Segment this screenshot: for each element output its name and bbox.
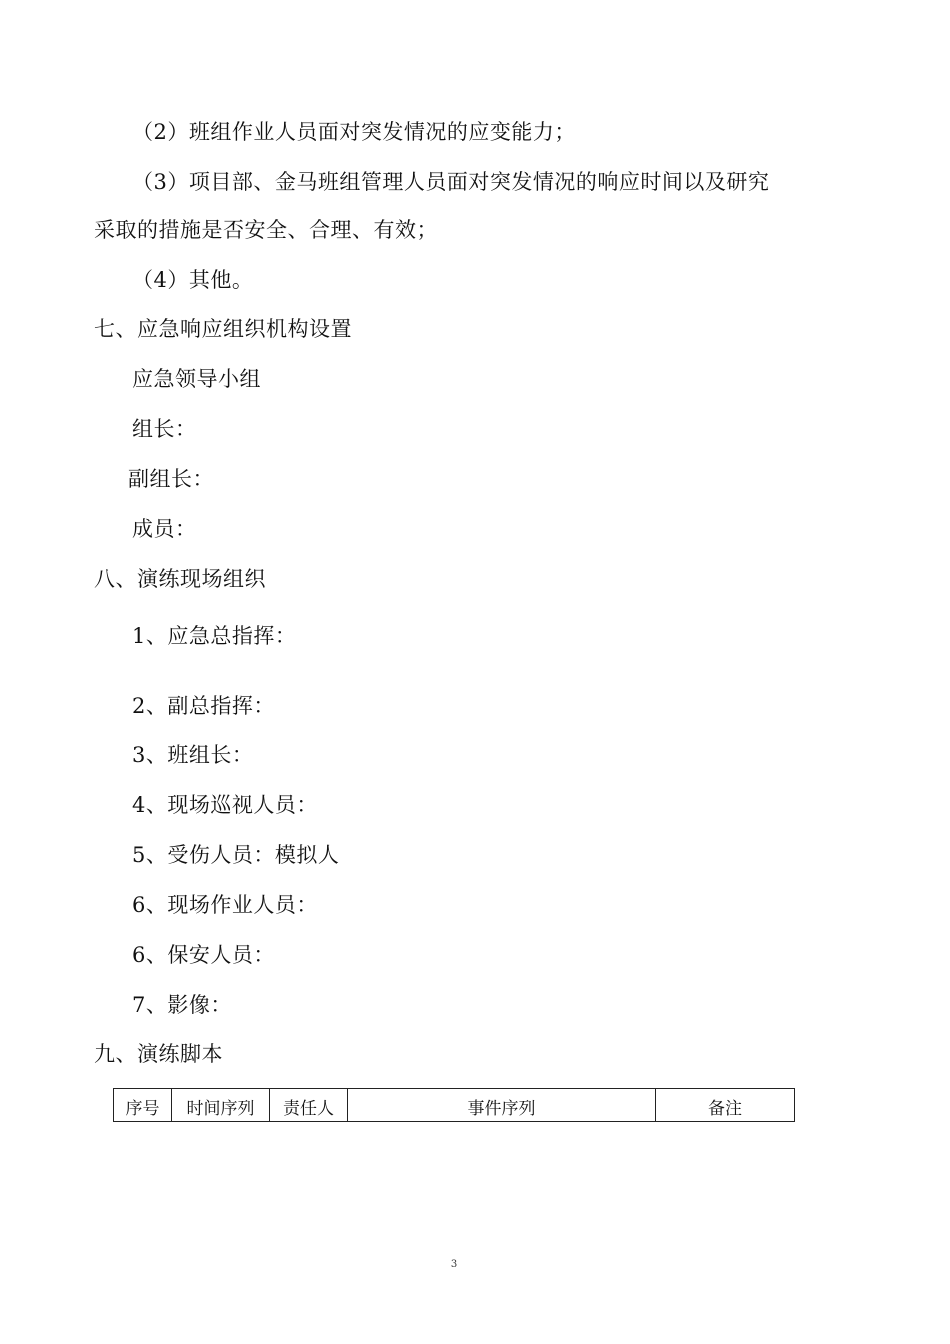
list-item-3-line1: （3）项目部、金马班组管理人员面对突发情况的响应时间以及研究 <box>132 170 770 194</box>
header-remarks: 备注 <box>656 1089 795 1122</box>
role-deputy-commander: 2、副总指挥： <box>132 694 275 718</box>
section-7-heading: 七、应急响应组织机构设置 <box>94 317 352 341</box>
list-item-2: （2）班组作业人员面对突发情况的应变能力； <box>132 120 576 144</box>
header-time-sequence: 时间序列 <box>172 1089 270 1122</box>
drill-script-table <box>113 1088 795 1122</box>
role-injured: 5、受伤人员：模拟人 <box>132 843 340 867</box>
role-security: 6、保安人员： <box>132 943 275 967</box>
table-header-row <box>114 1089 795 1122</box>
role-video: 7、影像： <box>132 993 232 1017</box>
page-number: 3 <box>450 1259 458 1270</box>
leadership-group-label: 应急领导小组 <box>132 367 261 391</box>
header-responsible: 责任人 <box>270 1089 348 1122</box>
section-9-heading: 九、演练脚本 <box>94 1042 223 1066</box>
deputy-leader-label: 副组长： <box>128 467 214 491</box>
header-event-sequence: 事件序列 <box>348 1089 656 1122</box>
list-item-4: （4）其他。 <box>132 268 254 292</box>
section-8-heading: 八、演练现场组织 <box>94 567 266 591</box>
role-commander: 1、应急总指挥： <box>132 624 297 648</box>
role-workers: 6、现场作业人员： <box>132 893 318 917</box>
header-serial: 序号 <box>114 1089 172 1122</box>
group-leader-label: 组长： <box>132 417 197 441</box>
role-inspector: 4、现场巡视人员： <box>132 793 318 817</box>
list-item-3-line2: 采取的措施是否安全、合理、有效； <box>94 218 438 242</box>
role-team-leader: 3、班组长： <box>132 743 254 767</box>
members-label: 成员： <box>132 517 197 541</box>
